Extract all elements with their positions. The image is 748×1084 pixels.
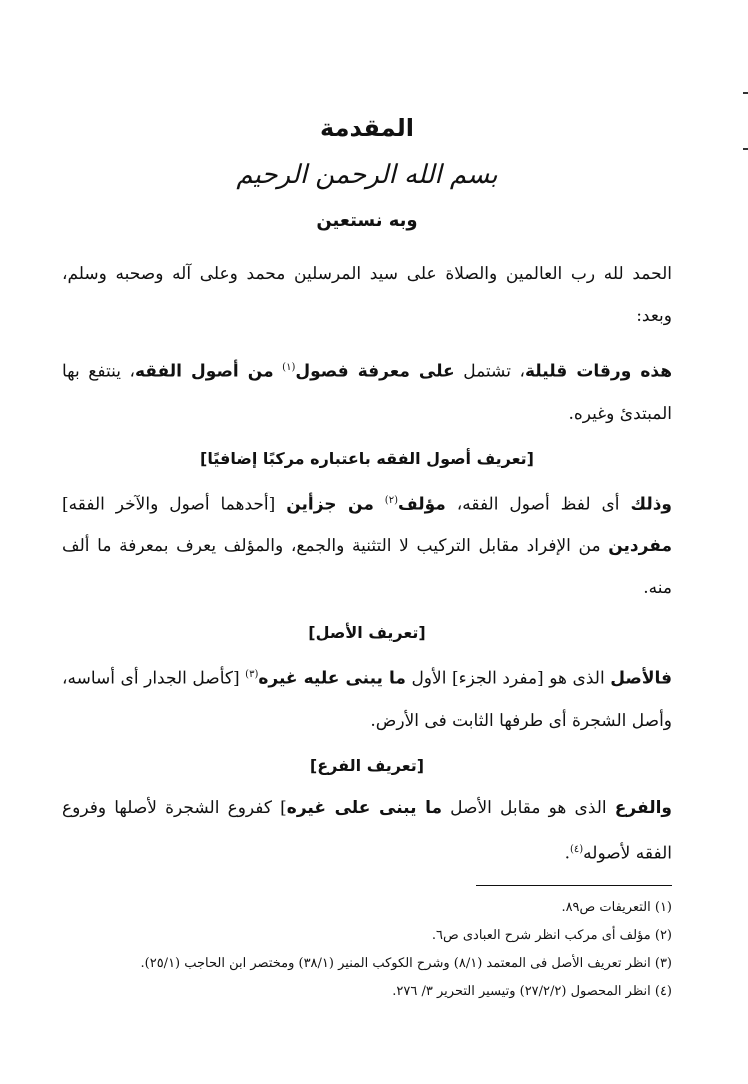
sharh-text (374, 494, 385, 514)
sharh-text: الذى هو مقابل الأصل (442, 797, 615, 818)
footnote-ref: (٣) (245, 669, 259, 681)
sharh-text: . (564, 843, 570, 864)
paragraph-far (62, 787, 672, 875)
scan-edge-mark (743, 148, 748, 150)
matn-text: هذه ورقات قليلة (525, 361, 672, 382)
footnote: (١) التعريفات ص٨٩. (561, 899, 672, 915)
footnote-ref: (١) (282, 362, 296, 373)
sharh-text: الذى هو [مفرد الجزء] الأول (405, 668, 611, 689)
footnote: (٢) مؤلف أى مركب انظر شرح العبادى ص٦. (431, 927, 672, 943)
sharh-text (274, 362, 283, 382)
sharh-text: [كأصل الجدار أى أساسه، وأصل الشجرة أى طرفها الثابت فى الأرض. (62, 668, 672, 731)
sharh-text: ، تشتمل (454, 361, 525, 382)
book-page (62, 100, 672, 1006)
subtitle: وبه نستعين (316, 210, 418, 231)
sharh-text: من الإفراد مقابل التركيب لا التثنية والجمع، والمؤلف يعرف بمعرفة ما ألف منه. (62, 536, 672, 599)
sharh-text: ، ينتفع بها المبتدئ وغيره. (62, 361, 672, 424)
matn-text: مفردين (608, 536, 672, 557)
section-heading: [تعريف الفرع] (309, 755, 425, 775)
matn-text: وذلك (630, 494, 672, 515)
sharh-text: ] كفروع الشجرة لأصلها وفروع الفقه لأصوله (62, 797, 672, 864)
scan-edge-mark (743, 92, 748, 94)
paragraph-praise: الحمد لله رب العالمين والصلاة على سيد المرسلين محمد وعلى آله وصحبه وسلم، وبعد: (62, 264, 672, 326)
matn-text: ما يبنى عليه غيره (258, 668, 406, 689)
section-heading: [تعريف أصول الفقه باعتباره مركبًا إضافيًا] (200, 448, 534, 468)
matn-text: من أصول الفقه (134, 361, 274, 382)
matn-text: من جزأين (286, 494, 374, 515)
footnote: (٣) انظر تعريف الأصل فى المعتمد (٨/١) وشرح الكوكب المنير (٣٨/١) ومختصر ابن الحاجب (٢٥/١). (140, 955, 672, 971)
section-heading: [تعريف الأصل] (308, 623, 426, 643)
footnote: (٤) انظر المحصول (٢٧/٢/٢) وتيسير التحرير ٣/ ٢٧٦. (392, 983, 672, 999)
page-title: المقدمة (320, 114, 414, 142)
footnote-separator (476, 885, 672, 886)
matn-text: والفرع (614, 797, 672, 818)
paragraph-intro (62, 347, 672, 435)
matn-text: على معرفة فصول (295, 361, 455, 382)
sharh-text: [أحدهما أصول والآخر الفقه] (62, 494, 287, 515)
paragraph-asl (62, 654, 672, 742)
footnotes (62, 894, 672, 1006)
sharh-text: أى لفظ أصول الفقه، (445, 494, 631, 515)
footnote-ref: (٢) (384, 494, 398, 506)
matn-text: فالأصل (610, 668, 672, 689)
matn-text: ما يبنى على غيره (286, 797, 443, 818)
footnote-ref: (٤) (569, 843, 584, 855)
paragraph-definition (62, 480, 672, 610)
matn-text: مؤلف (397, 494, 446, 515)
basmala-calligraphy: بسم الله الرحمن الرحيم (236, 160, 498, 190)
